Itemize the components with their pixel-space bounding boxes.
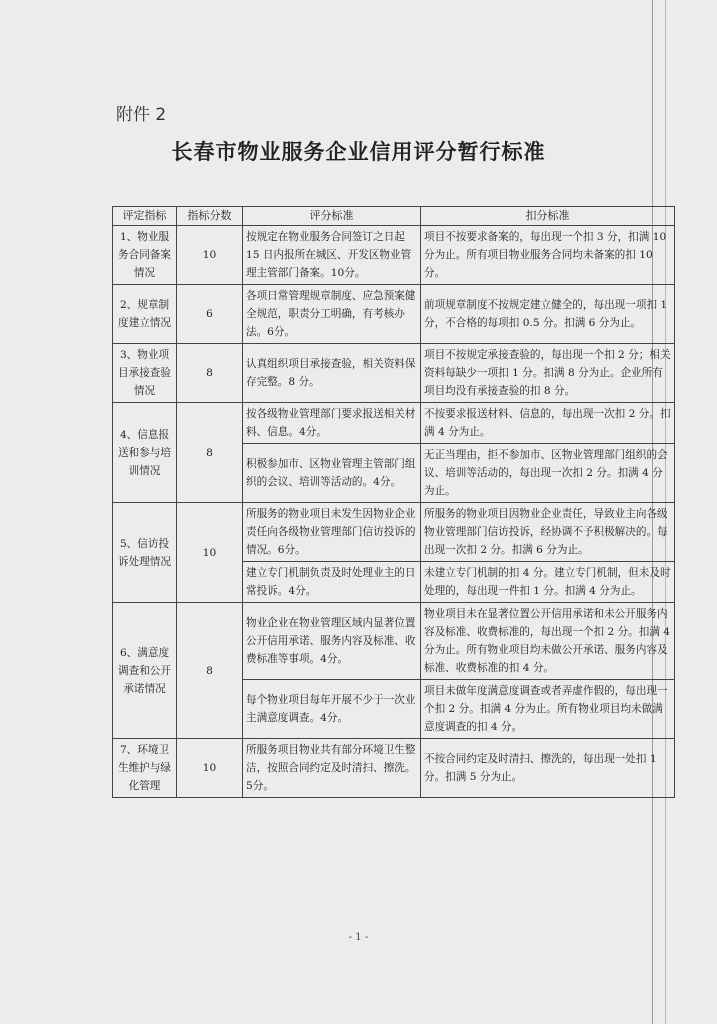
header-deduction: 扣分标准 — [421, 207, 675, 226]
criteria-cell: 按规定在物业服务合同签订之日起 15 日内报所在城区、开发区物业管理主管部门备案。10分。 — [243, 226, 421, 285]
table-row — [113, 226, 675, 285]
indicator-cell: 2、规章制度建立情况 — [113, 285, 177, 344]
score-cell: 10 — [177, 739, 243, 798]
header-indicator: 评定指标 — [113, 207, 177, 226]
page-number: - 1 - — [348, 932, 369, 943]
deduction-cell: 所服务的物业项目因物业企业责任，导致业主向各级物业管理部门信访投诉，经协调不予积极解决的。每出现一次扣 2 分。扣满 6 分为止。 — [421, 503, 675, 562]
deduction-cell: 不按要求报送材料、信息的，每出现一次扣 2 分。扣满 4 分为止。 — [421, 403, 675, 444]
criteria-cell: 每个物业项目每年开展不少于一次业主满意度调查。4分。 — [243, 680, 421, 739]
criteria-cell: 建立专门机制负责及时处理业主的日常投诉。4分。 — [243, 562, 421, 603]
indicator-cell: 1、物业服务合同备案情况 — [113, 226, 177, 285]
table-row — [113, 344, 675, 403]
criteria-cell: 物业企业在物业管理区域内显著位置公开信用承诺、服务内容及标准、收费标准等事项。4分。 — [243, 603, 421, 680]
table-row — [113, 503, 675, 562]
criteria-cell: 按各级物业管理部门要求报送相关材料、信息。4分。 — [243, 403, 421, 444]
deduction-cell: 项目不按规定承接查验的，每出现一个扣 2 分；相关资料每缺少一项扣 1 分。扣满 8 分为止。企业所有项目均没有承接查验的扣 8 分。 — [421, 344, 675, 403]
score-cell: 10 — [177, 226, 243, 285]
criteria-cell: 各项日常管理规章制度、应急预案健全规范，职责分工明确，有考核办法。6分。 — [243, 285, 421, 344]
table-row — [113, 285, 675, 344]
table-row — [113, 739, 675, 798]
indicator-cell: 4、信息报送和参与培训情况 — [113, 403, 177, 503]
header-score: 指标分数 — [177, 207, 243, 226]
criteria-cell: 积极参加市、区物业管理主管部门组织的会议、培训等活动的。4分。 — [243, 444, 421, 503]
indicator-cell: 3、物业项目承接查验情况 — [113, 344, 177, 403]
indicator-cell: 7、环境卫生维护与绿化管理 — [113, 739, 177, 798]
criteria-cell: 所服务的物业项目未发生因物业企业责任向各级物业管理部门信访投诉的情况。6分。 — [243, 503, 421, 562]
deduction-cell: 无正当理由，拒不参加市、区物业管理部门组织的会议、培训等活动的，每出现一次扣 2 分。扣满 4 分为止。 — [421, 444, 675, 503]
deduction-cell: 物业项目未在显著位置公开信用承诺和未公开服务内容及标准、收费标准的，每出现一个扣 2 分。扣满 4 分为止。所有物业项目均未做公开承诺、服务内容及标准、收费标准的扣 4 分。 — [421, 603, 675, 680]
table-row — [113, 603, 675, 680]
attachment-label: 附件 2 — [116, 105, 167, 125]
indicator-cell: 6、满意度调查和公开承诺情况 — [113, 603, 177, 739]
criteria-cell: 认真组织项目承接查验，相关资料保存完整。8 分。 — [243, 344, 421, 403]
deduction-cell: 前项规章制度不按规定建立健全的，每出现一项扣 1 分，不合格的每项扣 0.5 分。扣满 6 分为止。 — [421, 285, 675, 344]
indicator-cell: 5、信访投诉处理情况 — [113, 503, 177, 603]
deduction-cell: 项目未做年度满意度调查或者弄虚作假的，每出现一个扣 2 分。扣满 4 分为止。所有物业项目均未做满意度调查的扣 4 分。 — [421, 680, 675, 739]
scoring-table — [112, 206, 675, 798]
score-cell: 6 — [177, 285, 243, 344]
score-cell: 10 — [177, 503, 243, 603]
table-header-row — [113, 207, 675, 226]
deduction-cell: 不按合同约定及时清扫、擦洗的，每出现一处扣 1 分。扣满 5 分为止。 — [421, 739, 675, 798]
deduction-cell: 未建立专门机制的扣 4 分。建立专门机制，但未及时处理的，每出现一件扣 1 分。扣满 4 分为止。 — [421, 562, 675, 603]
score-cell: 8 — [177, 344, 243, 403]
table-row — [113, 403, 675, 444]
score-cell: 8 — [177, 603, 243, 739]
deduction-cell: 项目不按要求备案的，每出现一个扣 3 分，扣满 10 分为止。所有项目物业服务合同均未备案的扣 10 分。 — [421, 226, 675, 285]
header-criteria: 评分标准 — [243, 207, 421, 226]
document-title: 长春市物业服务企业信用评分暂行标准 — [171, 139, 546, 164]
score-cell: 8 — [177, 403, 243, 503]
criteria-cell: 所服务项目物业共有部分环境卫生整洁，按照合同约定及时清扫、擦洗。5分。 — [243, 739, 421, 798]
